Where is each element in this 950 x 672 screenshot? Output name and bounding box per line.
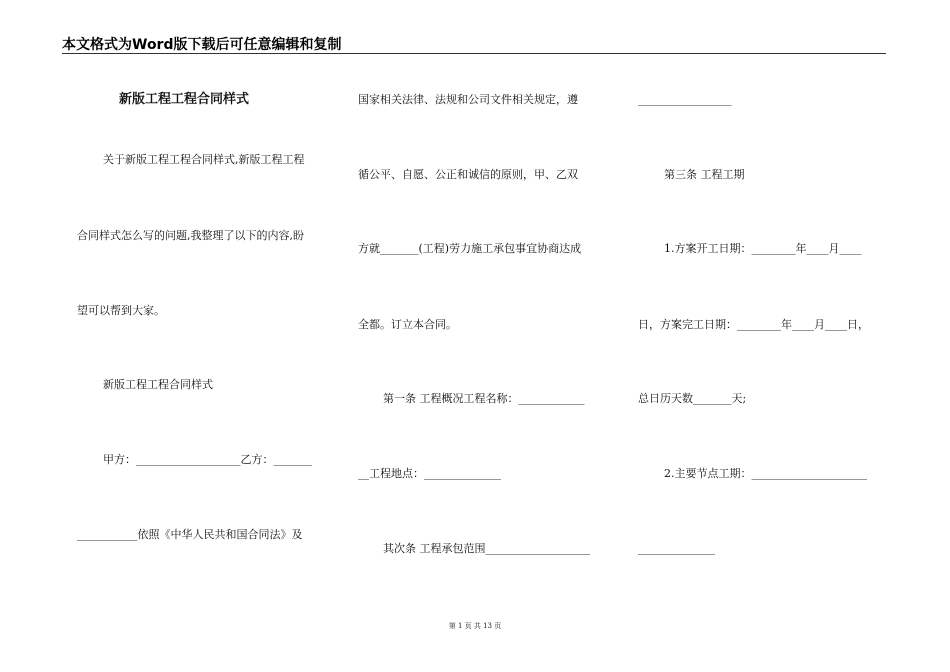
right-paragraph-line: 总日历天数_______天;: [638, 392, 747, 405]
middle-paragraph-line: __工程地点：______________: [358, 467, 501, 480]
contract-subtitle: 新版工程工程合同样式: [103, 378, 213, 391]
article-3-line: 第三条 工程工期: [664, 168, 745, 181]
right-paragraph-line: 2.主要节点工期：_____________________: [664, 467, 867, 480]
middle-paragraph-line: 方就_______(工程)劳力施工承包事宜协商达成: [358, 242, 582, 255]
left-paragraph-line: ___________依照《中华人民共和国合同法》及: [77, 528, 303, 541]
left-paragraph-line: 合同样式怎么写的问题,我整理了以下的内容,盼: [77, 229, 304, 242]
middle-paragraph-line: 国家相关法律、法规和公司文件相关规定，遵: [358, 93, 578, 106]
article-1-line: 第一条 工程概况工程名称：____________: [383, 392, 585, 405]
right-paragraph-line: _________________: [638, 93, 732, 106]
middle-paragraph-line: 全都。订立本合同。: [358, 318, 457, 331]
left-paragraph-line: 望可以帮到大家。: [77, 304, 165, 317]
page-header: 本文格式为Word版下载后可任意编辑和复制: [62, 37, 342, 53]
left-paragraph-line: 关于新版工程工程合同样式,新版工程工程: [103, 153, 305, 166]
header-divider: [62, 53, 886, 54]
right-paragraph-line: ______________: [638, 542, 715, 555]
page-number: 第 1 页 共 13 页: [448, 622, 502, 630]
middle-paragraph-line: 循公平、自愿、公正和诚信的原则，甲、乙双: [358, 168, 578, 181]
article-2-line: 其次条 工程承包范围___________________: [383, 542, 590, 555]
document-title: 新版工程工程合同样式: [119, 92, 250, 107]
right-paragraph-line: 1.方案开工日期：________年____月____: [664, 242, 862, 255]
party-line: 甲方：___________________乙方：_______: [103, 453, 312, 466]
right-paragraph-line: 日，方案完工日期：________年____月____日，: [638, 318, 869, 331]
